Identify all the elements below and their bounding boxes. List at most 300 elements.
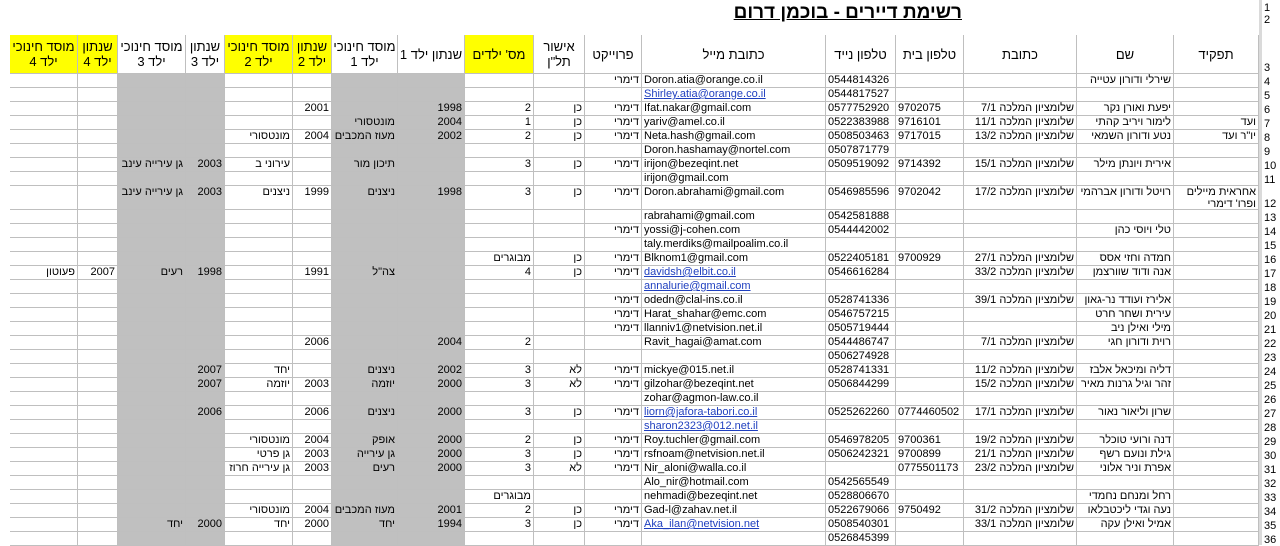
cell-project: דימרי — [585, 266, 642, 280]
cell-role — [1174, 504, 1259, 518]
cell-address — [964, 490, 1077, 504]
cell-i1: מעוז המכבים — [332, 504, 398, 518]
cell-i4 — [10, 490, 78, 504]
row-number[interactable]: 24 — [1262, 366, 1280, 378]
cell-address: שלומציון המלכה 39/1 — [964, 294, 1077, 308]
cell-role — [1174, 476, 1259, 490]
row-number[interactable]: 18 — [1262, 282, 1280, 294]
cell-y1: 1998 — [398, 102, 465, 116]
cell-name — [1077, 420, 1174, 434]
cell-role — [1174, 74, 1259, 88]
cell-i3 — [118, 238, 186, 252]
cell-y2 — [293, 116, 332, 130]
cell-y4 — [78, 186, 118, 210]
cell-mobile: 0542581888 — [826, 210, 896, 224]
cell-kids: 3 — [465, 378, 534, 392]
cell-kids — [465, 280, 534, 294]
cell-i1 — [332, 224, 398, 238]
cell-kids: 3 — [465, 448, 534, 462]
row-number[interactable]: 31 — [1262, 464, 1280, 476]
cell-role — [1174, 434, 1259, 448]
cell-consent — [534, 210, 585, 224]
row-number[interactable]: 16 — [1262, 254, 1280, 266]
cell-consent — [534, 490, 585, 504]
cell-i2 — [225, 406, 293, 420]
row-number[interactable]: 27 — [1262, 408, 1280, 420]
cell-y4 — [78, 434, 118, 448]
cell-mobile: 0528806670 — [826, 490, 896, 504]
cell-i1 — [332, 336, 398, 350]
cell-name: נטע ודורון השמאי — [1077, 130, 1174, 144]
row-number[interactable]: 7 — [1262, 118, 1280, 130]
cell-y3 — [186, 210, 225, 224]
cell-email: Ifat.nakar@gmail.com — [642, 102, 826, 116]
row-number[interactable]: 17 — [1262, 268, 1280, 280]
row-number[interactable]: 3 — [1262, 62, 1280, 74]
cell-y3 — [186, 130, 225, 144]
cell-consent: כן — [534, 252, 585, 266]
cell-name: דליה ומיכאל אלבז — [1077, 364, 1174, 378]
row-number[interactable]: 8 — [1262, 132, 1280, 144]
row-number[interactable]: 19 — [1262, 296, 1280, 308]
cell-i3 — [118, 280, 186, 294]
cell-name: יפעת ואורן נקר — [1077, 102, 1174, 116]
cell-mobile: 0509519092 — [826, 158, 896, 172]
cell-project: דימרי — [585, 378, 642, 392]
cell-consent: כן — [534, 266, 585, 280]
cell-y3 — [186, 238, 225, 252]
cell-kids — [465, 172, 534, 186]
cell-i3 — [118, 462, 186, 476]
cell-i1: מעוז המכבים — [332, 130, 398, 144]
cell-role — [1174, 490, 1259, 504]
cell-i4 — [10, 420, 78, 434]
cell-y4 — [78, 364, 118, 378]
cell-i3 — [118, 294, 186, 308]
cell-consent — [534, 392, 585, 406]
cell-role: יו"ר ועד — [1174, 130, 1259, 144]
cell-name: שירלי ודורון עטייה — [1077, 74, 1174, 88]
cell-i2: מונטסורי — [225, 130, 293, 144]
cell-address: שלומציון המלכה 11/2 — [964, 364, 1077, 378]
cell-y2: 2003 — [293, 462, 332, 476]
cell-y3 — [186, 294, 225, 308]
cell-y2: 2004 — [293, 434, 332, 448]
row-number[interactable]: 36 — [1262, 534, 1280, 546]
cell-y2 — [293, 420, 332, 434]
cell-i2 — [225, 238, 293, 252]
cell-email: Gad-l@zahav.net.il — [642, 504, 826, 518]
cell-i1 — [332, 490, 398, 504]
row-number[interactable]: 1 — [1262, 2, 1280, 14]
cell-mobile — [826, 172, 896, 186]
cell-project: דימרי — [585, 74, 642, 88]
cell-email: irijon@bezeqint.net — [642, 158, 826, 172]
cell-home-phone — [896, 518, 964, 532]
cell-i3 — [118, 130, 186, 144]
cell-project: דימרי — [585, 518, 642, 532]
cell-kids — [465, 210, 534, 224]
cell-role — [1174, 88, 1259, 102]
cell-y2: 2000 — [293, 518, 332, 532]
cell-i2 — [225, 420, 293, 434]
cell-y2 — [293, 532, 332, 546]
cell-y2 — [293, 252, 332, 266]
cell-name: אפרת וניר אלוני — [1077, 462, 1174, 476]
cell-i1 — [332, 88, 398, 102]
cell-y1 — [398, 74, 465, 88]
cell-y4 — [78, 158, 118, 172]
cell-address — [964, 224, 1077, 238]
row-number[interactable]: 20 — [1262, 310, 1280, 322]
row-number[interactable]: 26 — [1262, 394, 1280, 406]
cell-y1 — [398, 238, 465, 252]
cell-i2 — [225, 172, 293, 186]
row-number[interactable]: 34 — [1262, 506, 1280, 518]
cell-email: rabrahami@gmail.com — [642, 210, 826, 224]
cell-address — [964, 322, 1077, 336]
cell-address: שלומציון המלכה 23/2 — [964, 462, 1077, 476]
cell-i4 — [10, 350, 78, 364]
cell-mobile: 0544814326 — [826, 74, 896, 88]
cell-home-phone — [896, 266, 964, 280]
cell-consent: כן — [534, 434, 585, 448]
row-number[interactable]: 25 — [1262, 380, 1280, 392]
cell-y2: 2003 — [293, 378, 332, 392]
column-header-y4: שנתון ילד 4 — [78, 35, 118, 74]
cell-name — [1077, 476, 1174, 490]
cell-i4 — [10, 462, 78, 476]
column-header-name: שם — [1077, 35, 1174, 74]
cell-mobile: 0505719444 — [826, 322, 896, 336]
cell-i1 — [332, 144, 398, 158]
row-number[interactable]: 28 — [1262, 422, 1280, 434]
cell-i4 — [10, 476, 78, 490]
cell-email: Doron.abrahami@gmail.com — [642, 186, 826, 210]
cell-y3 — [186, 252, 225, 266]
column-header-consent: אישור תל"ן — [534, 35, 585, 74]
cell-address: שלומציון המלכה 27/1 — [964, 252, 1077, 266]
cell-i3 — [118, 322, 186, 336]
cell-consent: לא — [534, 462, 585, 476]
cell-consent — [534, 88, 585, 102]
cell-name — [1077, 88, 1174, 102]
cell-consent: כן — [534, 102, 585, 116]
cell-y1: 1998 — [398, 186, 465, 210]
cell-home-phone: 9702075 — [896, 102, 964, 116]
cell-y2 — [293, 74, 332, 88]
cell-i4 — [10, 280, 78, 294]
cell-email: Roy.tuchler@gmail.com — [642, 434, 826, 448]
cell-y1 — [398, 490, 465, 504]
cell-i4 — [10, 504, 78, 518]
cell-role — [1174, 224, 1259, 238]
row-number[interactable]: 2 — [1262, 14, 1280, 26]
cell-i1: ניצנים — [332, 364, 398, 378]
cell-project: דימרי — [585, 448, 642, 462]
cell-home-phone — [896, 378, 964, 392]
cell-name — [1077, 350, 1174, 364]
cell-i2 — [225, 88, 293, 102]
cell-i3 — [118, 406, 186, 420]
cell-home-phone — [896, 144, 964, 158]
cell-consent — [534, 532, 585, 546]
cell-home-phone — [896, 172, 964, 186]
cell-i3 — [118, 364, 186, 378]
cell-mobile — [826, 280, 896, 294]
row-number[interactable]: 30 — [1262, 450, 1280, 462]
cell-name: זהר וגיל גרנות מאיר — [1077, 378, 1174, 392]
cell-address — [964, 532, 1077, 546]
row-number[interactable]: 9 — [1262, 146, 1280, 158]
cell-project — [585, 88, 642, 102]
cell-i4 — [10, 144, 78, 158]
cell-i1: תיכון מור — [332, 158, 398, 172]
cell-home-phone: 9700929 — [896, 252, 964, 266]
cell-address: שלומציון המלכה 15/1 — [964, 158, 1077, 172]
cell-kids: 3 — [465, 158, 534, 172]
cell-name — [1077, 144, 1174, 158]
cell-role — [1174, 280, 1259, 294]
cell-role — [1174, 378, 1259, 392]
cell-y2 — [293, 350, 332, 364]
cell-y3: 2007 — [186, 378, 225, 392]
cell-i2: גן פרטי — [225, 448, 293, 462]
cell-mobile — [826, 392, 896, 406]
cell-y1 — [398, 252, 465, 266]
cell-kids: 2 — [465, 336, 534, 350]
cell-i3 — [118, 392, 186, 406]
cell-i2: גן עירייה חרוז — [225, 462, 293, 476]
cell-project: דימרי — [585, 102, 642, 116]
cell-role: אחראית מיילים ופרו' דימרי — [1174, 186, 1259, 210]
cell-y1: 2000 — [398, 462, 465, 476]
cell-y1 — [398, 476, 465, 490]
cell-address: שלומציון המלכה 33/1 — [964, 518, 1077, 532]
cell-mobile: 0546757215 — [826, 308, 896, 322]
cell-y2: 2006 — [293, 406, 332, 420]
cell-home-phone: 9700899 — [896, 448, 964, 462]
column-header-mobile: טלפון נייד — [826, 35, 896, 74]
cell-kids — [465, 350, 534, 364]
row-number[interactable]: 21 — [1262, 324, 1280, 336]
cell-project — [585, 532, 642, 546]
cell-y1: 2000 — [398, 434, 465, 448]
cell-y1 — [398, 532, 465, 546]
cell-y3 — [186, 532, 225, 546]
cell-i3 — [118, 504, 186, 518]
cell-mobile — [826, 238, 896, 252]
cell-project: דימרי — [585, 252, 642, 266]
cell-kids — [465, 308, 534, 322]
cell-email: zohar@agmon-law.co.il — [642, 392, 826, 406]
cell-consent — [534, 144, 585, 158]
cell-consent — [534, 238, 585, 252]
cell-project: דימרי — [585, 294, 642, 308]
cell-y4 — [78, 532, 118, 546]
row-number[interactable]: 14 — [1262, 226, 1280, 238]
cell-y4 — [78, 490, 118, 504]
cell-home-phone: 9714392 — [896, 158, 964, 172]
cell-y4 — [78, 102, 118, 116]
cell-mobile: 0544817527 — [826, 88, 896, 102]
cell-mobile: 0525262260 — [826, 406, 896, 420]
cell-name: אלירז ועודד נר-גאון — [1077, 294, 1174, 308]
cell-home-phone — [896, 224, 964, 238]
cell-y4 — [78, 420, 118, 434]
cell-name: עירית ושחר חרט — [1077, 308, 1174, 322]
cell-i4 — [10, 448, 78, 462]
cell-project: דימרי — [585, 462, 642, 476]
cell-email: Alo_nir@hotmail.com — [642, 476, 826, 490]
cell-y3 — [186, 392, 225, 406]
cell-address: שלומציון המלכה 21/1 — [964, 448, 1077, 462]
cell-kids: 3 — [465, 406, 534, 420]
cell-address: שלומציון המלכה 11/1 — [964, 116, 1077, 130]
cell-role — [1174, 350, 1259, 364]
cell-i4 — [10, 532, 78, 546]
cell-i1: יוזמה — [332, 378, 398, 392]
row-number[interactable]: 35 — [1262, 520, 1280, 532]
cell-email: Neta.hash@gmail.com — [642, 130, 826, 144]
cell-i1 — [332, 210, 398, 224]
cell-mobile: 0522405181 — [826, 252, 896, 266]
cell-name: חמדה וחזי אסס — [1077, 252, 1174, 266]
cell-y1: 2001 — [398, 504, 465, 518]
cell-kids: 4 — [465, 266, 534, 280]
cell-mobile: 0577752920 — [826, 102, 896, 116]
cell-i4 — [10, 172, 78, 186]
cell-role — [1174, 266, 1259, 280]
cell-i4: פעוטון — [10, 266, 78, 280]
cell-y2 — [293, 308, 332, 322]
cell-i4 — [10, 130, 78, 144]
column-header-y1: שנתון ילד 1 — [398, 35, 465, 74]
row-number[interactable]: 23 — [1262, 352, 1280, 364]
cell-i2: מונטסורי — [225, 434, 293, 448]
cell-email: annalurie@gmail.com — [642, 280, 826, 294]
cell-y4 — [78, 252, 118, 266]
cell-kids: 2 — [465, 102, 534, 116]
cell-project: דימרי — [585, 186, 642, 210]
cell-kids: 3 — [465, 462, 534, 476]
cell-y2 — [293, 88, 332, 102]
cell-i4 — [10, 308, 78, 322]
cell-consent — [534, 350, 585, 364]
cell-project: דימרי — [585, 406, 642, 420]
cell-i2 — [225, 532, 293, 546]
cell-i1 — [332, 392, 398, 406]
column-header-i3: מוסד חינוכי ילד 3 — [118, 35, 186, 74]
cell-mobile — [826, 462, 896, 476]
cell-kids — [465, 420, 534, 434]
row-number[interactable]: 32 — [1262, 478, 1280, 490]
cell-consent — [534, 322, 585, 336]
cell-kids: 3 — [465, 186, 534, 210]
cell-address — [964, 74, 1077, 88]
cell-email: Harat_shahar@emc.com — [642, 308, 826, 322]
cell-i4 — [10, 116, 78, 130]
cell-mobile: 0522679066 — [826, 504, 896, 518]
cell-home-phone — [896, 350, 964, 364]
cell-y2 — [293, 364, 332, 378]
cell-y3 — [186, 102, 225, 116]
cell-i4 — [10, 364, 78, 378]
cell-y1: 2004 — [398, 336, 465, 350]
cell-i1 — [332, 322, 398, 336]
cell-role — [1174, 308, 1259, 322]
cell-mobile — [826, 420, 896, 434]
row-number[interactable]: 10 — [1262, 160, 1280, 172]
row-number[interactable]: 4 — [1262, 76, 1280, 88]
cell-address — [964, 350, 1077, 364]
cell-i4 — [10, 186, 78, 210]
cell-i4 — [10, 378, 78, 392]
cell-role — [1174, 406, 1259, 420]
cell-mobile: 0508503463 — [826, 130, 896, 144]
row-number[interactable]: 29 — [1262, 436, 1280, 448]
cell-consent: לא — [534, 378, 585, 392]
cell-consent: כן — [534, 158, 585, 172]
row-number[interactable]: 15 — [1262, 240, 1280, 252]
cell-home-phone: 9702042 — [896, 186, 964, 210]
cell-mobile: 0546978205 — [826, 434, 896, 448]
cell-home-phone — [896, 74, 964, 88]
cell-y1: 2002 — [398, 364, 465, 378]
cell-consent — [534, 336, 585, 350]
cell-y3 — [186, 172, 225, 186]
row-number[interactable]: 33 — [1262, 492, 1280, 504]
cell-email: llanniv1@netvision.net.il — [642, 322, 826, 336]
cell-y4 — [78, 88, 118, 102]
cell-i1 — [332, 308, 398, 322]
cell-address — [964, 210, 1077, 224]
cell-y4 — [78, 476, 118, 490]
cell-y3 — [186, 490, 225, 504]
row-number[interactable]: 5 — [1262, 90, 1280, 102]
cell-i3: גן עירייה עינב — [118, 158, 186, 172]
cell-consent: כן — [534, 186, 585, 210]
cell-y3: 1998 — [186, 266, 225, 280]
row-number[interactable]: 13 — [1262, 212, 1280, 224]
cell-i2 — [225, 266, 293, 280]
cell-consent: כן — [534, 448, 585, 462]
cell-consent: לא — [534, 364, 585, 378]
cell-project: דימרי — [585, 130, 642, 144]
cell-kids — [465, 294, 534, 308]
cell-email: Doron.atia@orange.co.il — [642, 74, 826, 88]
row-number[interactable]: 12 — [1262, 198, 1280, 210]
cell-y4 — [78, 462, 118, 476]
cell-kids — [465, 532, 534, 546]
cell-consent — [534, 308, 585, 322]
cell-project — [585, 210, 642, 224]
cell-home-phone — [896, 364, 964, 378]
row-number[interactable]: 6 — [1262, 104, 1280, 116]
cell-y3 — [186, 476, 225, 490]
cell-i1 — [332, 252, 398, 266]
cell-address — [964, 172, 1077, 186]
row-number[interactable]: 11 — [1262, 174, 1280, 186]
cell-i1 — [332, 74, 398, 88]
row-number[interactable]: 22 — [1262, 338, 1280, 350]
cell-consent — [534, 420, 585, 434]
cell-y1 — [398, 392, 465, 406]
cell-email: mickye@015.net.il — [642, 364, 826, 378]
column-header-home-phone: טלפון בית — [896, 35, 964, 74]
cell-kids — [465, 238, 534, 252]
cell-y1: 2004 — [398, 116, 465, 130]
